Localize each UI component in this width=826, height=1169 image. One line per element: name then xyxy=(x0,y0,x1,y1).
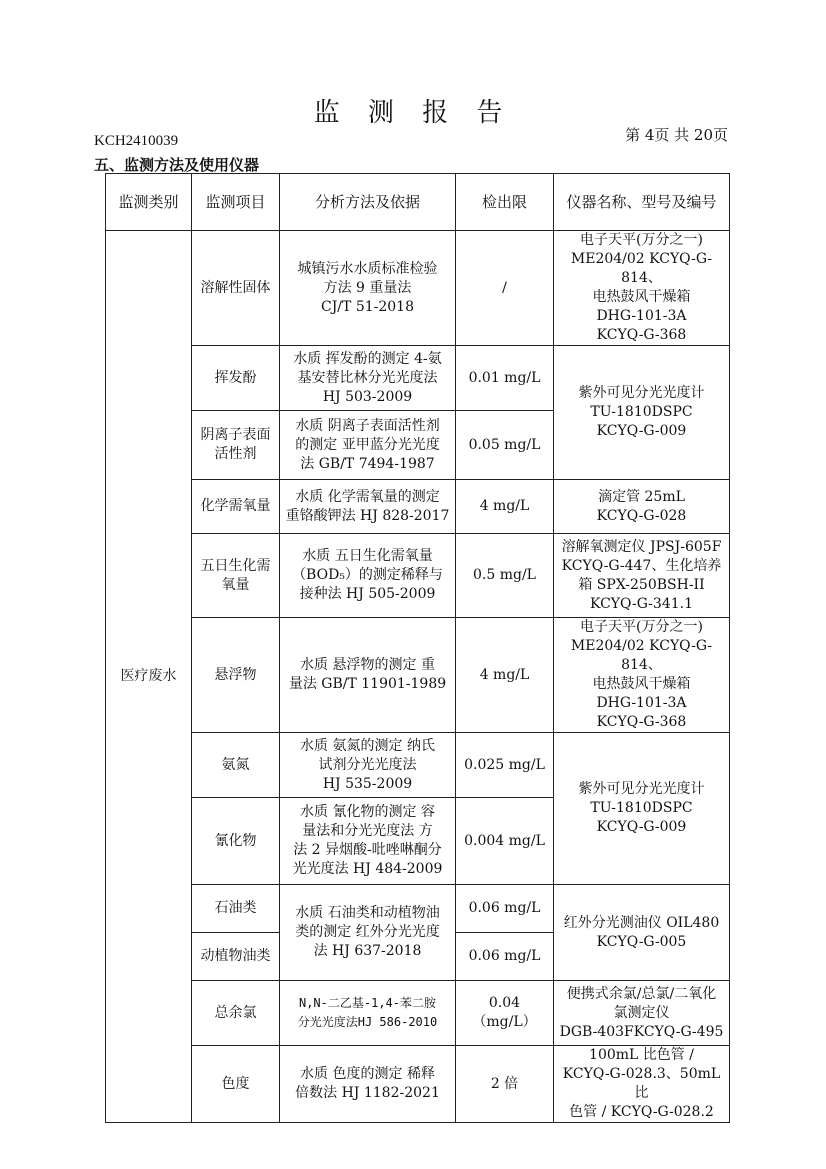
instrument-cell: 电子天平(万分之一) ME204/02 KCYQ-G-814、 电热鼓风干燥箱 DHG-101-3A KCYQ-G-368 xyxy=(554,618,730,733)
limit-cell: 0.04 （mg/L） xyxy=(456,981,554,1046)
limit-cell: 0.05 mg/L xyxy=(456,411,554,480)
limit-cell: 0.01 mg/L xyxy=(456,346,554,411)
limit-cell: 2 倍 xyxy=(456,1046,554,1123)
instrument-cell: 滴定管 25mL KCYQ-G-028 xyxy=(554,480,730,534)
instrument-cell: 紫外可见分光光度计 TU-1810DSPC KCYQ-G-009 xyxy=(554,346,730,480)
item-cell: 挥发酚 xyxy=(192,346,280,411)
col-header-method: 分析方法及依据 xyxy=(280,174,456,231)
limit-cell: 4 mg/L xyxy=(456,480,554,534)
method-cell: 水质 氨氮的测定 纳氏 试剂分光光度法 HJ 535-2009 xyxy=(280,733,456,798)
instrument-cell: 便携式余氯/总氯/二氧化 氯测定仪 DGB-403FKCYQ-G-495 xyxy=(554,981,730,1046)
page-info: 第 4页 共 20页 xyxy=(625,126,728,144)
method-cell: 水质 悬浮物的测定 重 量法 GB/T 11901-1989 xyxy=(280,618,456,733)
item-cell: 阴离子表面 活性剂 xyxy=(192,411,280,480)
instrument-cell: 溶解氧测定仪 JPSJ-605F KCYQ-G-447、生化培养 箱 SPX-250BSH-II KCYQ-G-341.1 xyxy=(554,534,730,618)
item-cell: 动植物油类 xyxy=(192,933,280,981)
limit-cell: 0.06 mg/L xyxy=(456,885,554,933)
item-cell: 总余氯 xyxy=(192,981,280,1046)
instrument-cell: 红外分光测油仪 OIL480 KCYQ-G-005 xyxy=(554,885,730,981)
item-cell: 石油类 xyxy=(192,885,280,933)
report-title: 监 测 报 告 xyxy=(313,98,513,128)
method-cell: 水质 化学需氧量的测定 重铬酸钾法 HJ 828-2017 xyxy=(280,480,456,534)
item-cell: 色度 xyxy=(192,1046,280,1123)
instrument-cell: 紫外可见分光光度计 TU-1810DSPC KCYQ-G-009 xyxy=(554,733,730,885)
method-cell: 水质 氰化物的测定 容 量法和分光光度法 方 法 2 异烟酸-吡唑啉酮分 光光度法 HJ 484-2009 xyxy=(280,798,456,885)
table-row xyxy=(106,480,730,534)
col-header-category: 监测类别 xyxy=(106,174,192,231)
method-cell: 水质 阴离子表面活性剂 的测定 亚甲蓝分光光度 法 GB/T 7494-1987 xyxy=(280,411,456,480)
instrument-cell: 电子天平(万分之一) ME204/02 KCYQ-G-814、 电热鼓风干燥箱 DHG-101-3A KCYQ-G-368 xyxy=(554,231,730,346)
limit-cell: 0.004 mg/L xyxy=(456,798,554,885)
method-cell: N,N-二乙基-1,4-苯二胺 分光光度法HJ 586-2010 xyxy=(280,981,456,1046)
limit-cell: / xyxy=(456,231,554,346)
table-row xyxy=(106,231,730,346)
method-cell: 水质 石油类和动植物油 类的测定 红外分光光度 法 HJ 637-2018 xyxy=(280,885,456,981)
method-cell: 水质 五日生化需氧量 （BOD₅）的测定稀释与 接种法 HJ 505-2009 xyxy=(280,534,456,618)
limit-cell: 0.025 mg/L xyxy=(456,733,554,798)
table-row xyxy=(106,885,730,933)
table-header-row xyxy=(106,174,730,231)
table-row xyxy=(106,618,730,733)
limit-cell: 0.06 mg/L xyxy=(456,933,554,981)
limit-cell: 0.5 mg/L xyxy=(456,534,554,618)
instrument-cell: 100mL 比色管 / KCYQ-G-028.3、50mL 比 色管 / KCYQ-G-028.2 xyxy=(554,1046,730,1123)
col-header-instrument: 仪器名称、型号及编号 xyxy=(554,174,730,231)
item-cell: 五日生化需 氧量 xyxy=(192,534,280,618)
section-title: 五、监测方法及使用仪器 xyxy=(94,156,260,174)
table-row xyxy=(106,534,730,618)
monitoring-category-cell: 医疗废水 xyxy=(106,231,192,1123)
table-row xyxy=(106,733,730,798)
item-cell: 悬浮物 xyxy=(192,618,280,733)
item-cell: 溶解性固体 xyxy=(192,231,280,346)
method-cell: 城镇污水水质标准检验 方法 9 重量法 CJ/T 51-2018 xyxy=(280,231,456,346)
col-header-item: 监测项目 xyxy=(192,174,280,231)
table-row xyxy=(106,981,730,1046)
col-header-limit: 检出限 xyxy=(456,174,554,231)
limit-cell: 4 mg/L xyxy=(456,618,554,733)
table-row xyxy=(106,1046,730,1123)
table-row xyxy=(106,346,730,411)
item-cell: 化学需氧量 xyxy=(192,480,280,534)
method-cell: 水质 色度的测定 稀释 倍数法 HJ 1182-2021 xyxy=(280,1046,456,1123)
report-number: KCH2410039 xyxy=(94,133,179,149)
item-cell: 氰化物 xyxy=(192,798,280,885)
item-cell: 氨氮 xyxy=(192,733,280,798)
method-cell: 水质 挥发酚的测定 4-氨 基安替比林分光光度法 HJ 503-2009 xyxy=(280,346,456,411)
methods-table xyxy=(105,173,730,1123)
